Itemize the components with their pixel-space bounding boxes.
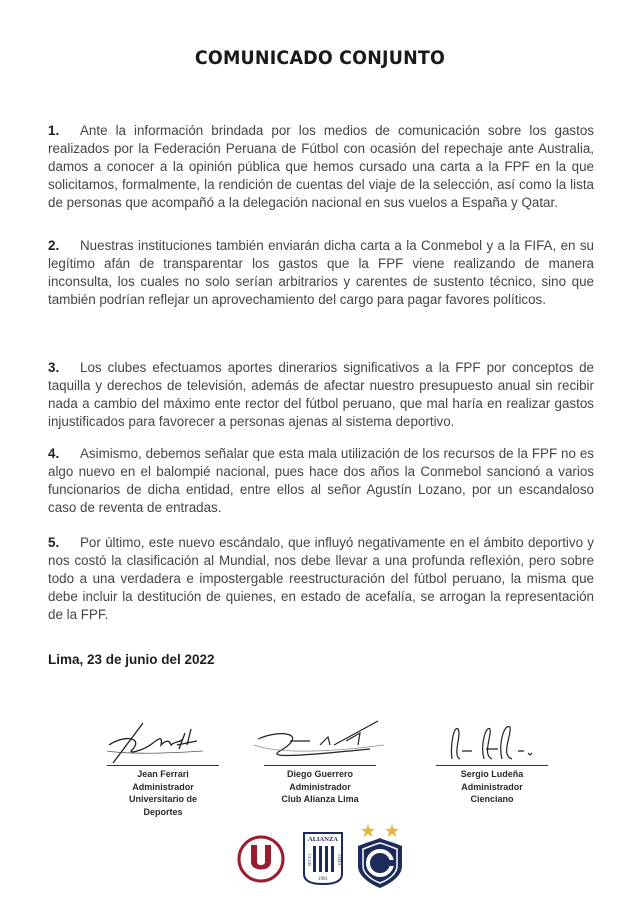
paragraph-text: Ante la información brindada por los medios de comunicación sobre los gastos realizados por la Federación Peruana de Fútbol con ocasión del repechaje ante Australia, damos a conocer a la opinión pública que hemos cursado una carta a la FPF en la que solicitamos, formalmente, la rendición de cuentas del viaje de la selección, así como la lista de personas que acompañó a la delegación nacional en sus vuelos a España y Qatar.	[48, 123, 594, 210]
handwritten-signature-icon	[250, 715, 390, 765]
paragraph-number: 1.	[48, 123, 60, 138]
alianza-top-text: ALIANZA	[308, 836, 338, 843]
signatory-club: Cienciano	[470, 794, 514, 804]
signature-line	[107, 765, 219, 766]
paragraph-5	[48, 534, 594, 624]
signatory-name: Diego Guerrero	[286, 769, 353, 779]
signatory-role: Administrador	[289, 781, 351, 792]
signatory-role: Administrador	[461, 781, 523, 792]
universitario-crest-icon	[236, 834, 286, 884]
signature-block-diego-guerrero	[225, 715, 415, 806]
signature-block-sergio-ludena	[397, 715, 587, 806]
signatory-role: Administrador	[132, 781, 194, 792]
paragraph-text: Por último, este nuevo escándalo, que influyó negativamente en el ámbito deportivo y nos costó la clasificación al Mundial, nos debe llevar a una profunda reflexión, pero sobre todo a una verdadera e impostergable reestructuración del fútbol peruano, la misma que debe incluir la destitución de quienes, en estado de acefalía, se arrogan la representación de la FPF.	[48, 535, 594, 622]
paragraph-number: 2.	[48, 238, 60, 253]
signatory-club-2: Deportes	[143, 806, 183, 817]
handwritten-signature-icon	[432, 715, 552, 765]
date-line: Lima, 23 de junio del 2022	[48, 652, 215, 667]
paragraph-text: Nuestras instituciones también enviarán dicha carta a la Conmebol y a la FIFA, en su legítimo afán de transparentar los gastos que la FPF viene realizando de manera inconsulta, los cuales no solo serían arbitrarios y carentes de sustento técnico, sino que también podrían reflejar un aprovechamiento del cargo para pagar favores políticos.	[48, 238, 594, 307]
star-icon	[385, 824, 399, 837]
alianza-left-text: CLUB	[307, 853, 312, 867]
alianza-lima-crest-icon	[301, 830, 345, 886]
signature-line	[436, 765, 548, 766]
alianza-year-text: 1901	[318, 877, 328, 882]
signatory-name: Sergio Ludeña	[460, 769, 524, 779]
paragraph-text: Asimismo, debemos señalar que esta mala utilización de los recursos de la FPF no es algo nuevo en el balompié nacional, pues hace dos años la Conmebol sancionó a varios funcionarios de dicha entidad, entre ellos al señor Agustín Lozano, por un escandaloso caso de reventa de entradas.	[48, 446, 594, 515]
paragraph-number: 3.	[48, 360, 60, 375]
paragraph-1	[48, 122, 594, 212]
paragraph-text: Los clubes efectuamos aportes dinerarios significativos a la FPF por conceptos de taquilla y derechos de televisión, además de afectar nuestro presupuesto anual sin recibir nada a cambio del máximo ente rector del fútbol peruano, que mal haría en realizar gastos injustificados para favorecer a personas ajenas al sistema deportivo.	[48, 360, 594, 429]
paragraph-2	[48, 237, 594, 309]
handwritten-signature-icon	[103, 715, 223, 765]
paragraph-4	[48, 445, 594, 517]
alianza-right-text: LIMA	[337, 854, 342, 866]
paragraph-number: 5.	[48, 535, 60, 550]
signatory-club: Club Alianza Lima	[281, 794, 359, 804]
cienciano-crest-icon	[354, 822, 406, 890]
document-title: COMUNICADO CONJUNTO	[194, 47, 446, 69]
signature-line	[264, 765, 376, 766]
star-icon	[361, 824, 375, 837]
signatory-name: Jean Ferrari	[137, 769, 189, 779]
club-logos	[0, 822, 640, 897]
paragraph-number: 4.	[48, 446, 60, 461]
signatory-club: Universitario de	[128, 794, 198, 804]
paragraph-3	[48, 359, 594, 431]
